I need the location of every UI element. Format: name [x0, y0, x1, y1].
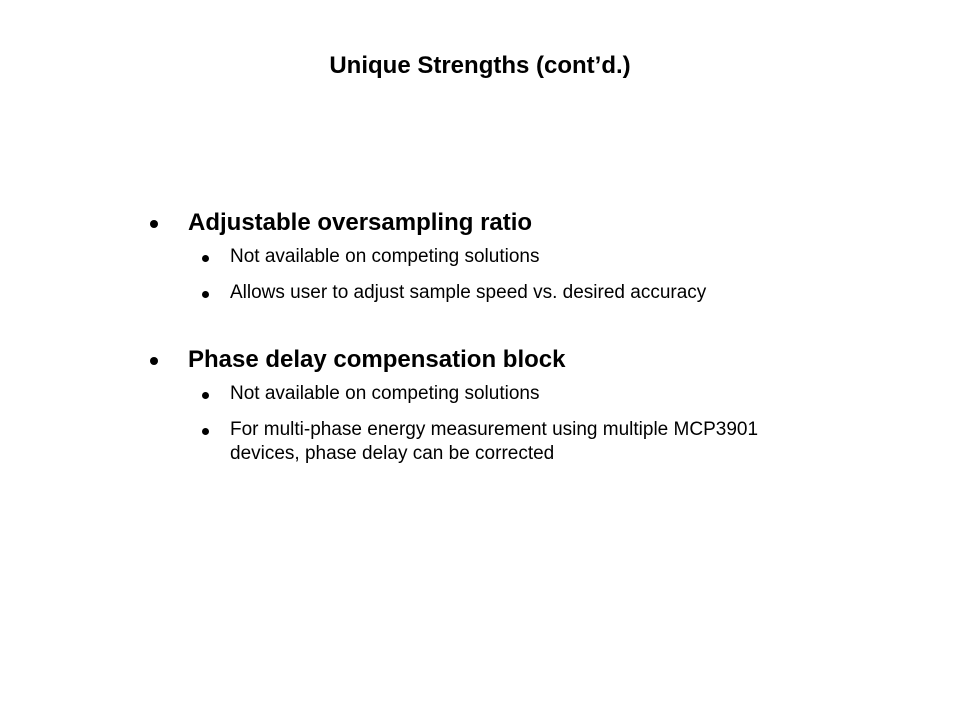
sub-bullet-icon — [202, 428, 209, 435]
sub-bullet-text: For multi-phase energy measurement using multiple MCP3901 devices, phase delay can be corrected — [230, 419, 759, 464]
sub-bullet-text: Allows user to adjust sample speed vs. desired accuracy — [230, 282, 707, 303]
sub-bullet-text: Not available on competing solutions — [230, 383, 540, 404]
sub-bullet-icon — [202, 255, 209, 262]
sub-bullet-icon — [202, 291, 209, 298]
sub-bullet-item — [188, 382, 830, 406]
sub-bullet-icon — [202, 392, 209, 399]
bullet-item-oversampling — [150, 206, 830, 305]
bullet-label: Phase delay compensation block — [188, 346, 566, 373]
sub-bullet-item — [188, 281, 830, 305]
bullet-item-phase-delay — [150, 343, 830, 466]
slide-title: Unique Strengths (cont’d.) — [329, 52, 631, 79]
sub-bullet-item — [188, 245, 830, 269]
sub-bullet-text: Not available on competing solutions — [230, 246, 540, 267]
bullet-list — [150, 206, 830, 478]
bullet-icon — [150, 220, 158, 228]
bullet-icon — [150, 357, 158, 365]
sub-bullet-list — [188, 245, 830, 305]
sub-bullet-list — [188, 382, 830, 466]
bullet-label: Adjustable oversampling ratio — [188, 209, 533, 236]
sub-bullet-item — [188, 418, 830, 466]
